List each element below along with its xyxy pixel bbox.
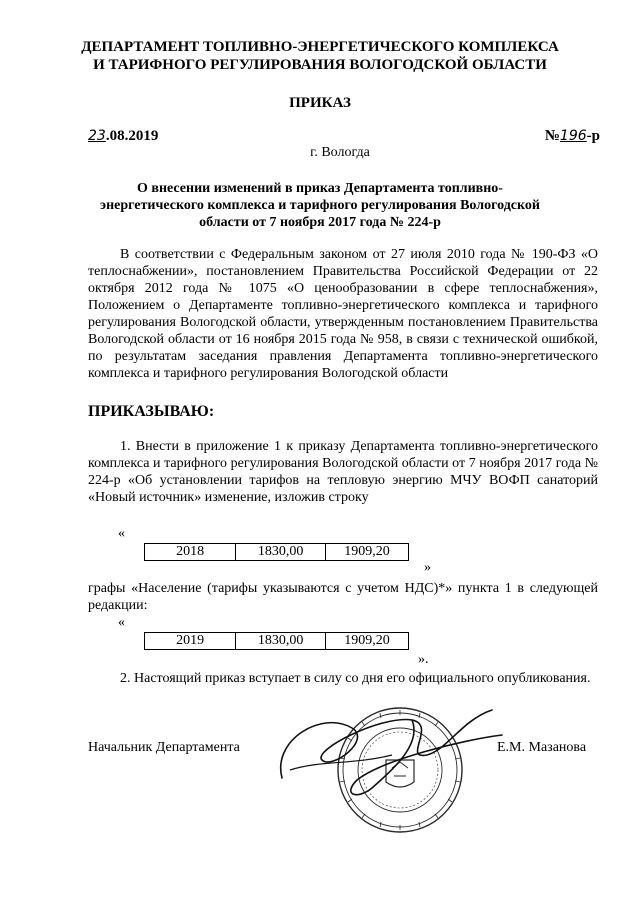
old-row-value2: 1909,20 (326, 544, 409, 561)
document-number (545, 128, 600, 145)
subject-line1: О внесении изменений в приказ Департамента топливно- (137, 181, 503, 196)
new-row-value2: 1909,20 (326, 633, 409, 650)
signatory-name: Е.М. Мазанова (497, 740, 587, 755)
old-row-year: 2018 (145, 544, 236, 561)
department-name-line1: ДЕПАРТАМЕНТ ТОПЛИВНО-ЭНЕРГЕТИЧЕСКОГО КОМПЛЕКСА (81, 39, 559, 55)
close-quote-2: ». (418, 652, 429, 667)
subject-line3: области от 7 ноября 2017 года № 224-р (199, 215, 441, 230)
preamble-paragraph: В соответствии с Федеральным законом от 27 июля 2010 года № 190-ФЗ «О теплоснабжении», постановлением Правительства Российской Федерации от 22 октября 2012 года № 1075 «О ценообразовании в сфере теплоснабжения», Положением о Департаменте топливно-энергетического комплекса и тарифного регулирования Вологодской области, утвержденным постановлением Правительства Вологодской области от 16 ноября 2015 года № 958, в связи с технической ошибкой, по результатам заседания правления Департамента топливно-энергетического комплекса и тарифного регулирования Вологодской области (88, 247, 598, 381)
number-value-handwritten: 196 (559, 128, 587, 144)
old-tariff-row-table (144, 543, 409, 561)
department-name-line2: И ТАРИФНОГО РЕГУЛИРОВАНИЯ ВОЛОГОДСКОЙ ОБЛАСТИ (93, 57, 547, 73)
date-day-handwritten: 23 (88, 128, 106, 144)
old-row-value1: 1830,00 (236, 544, 326, 561)
number-suffix: -р (586, 128, 600, 144)
table-row (145, 544, 409, 561)
new-row-value1: 1830,00 (236, 633, 326, 650)
subject-line2: энергетического комплекса и тарифного регулирования Вологодской (100, 198, 540, 213)
item2-paragraph: 2. Настоящий приказ вступает в силу со дня его официального опубликования. (120, 671, 591, 686)
item1-middle-text: графы «Население (тарифы указываются с учетом НДС)*» пункта 1 в следующей редакции: (88, 581, 598, 613)
close-quote-1: » (424, 560, 431, 575)
new-row-year: 2019 (145, 633, 236, 650)
open-quote-1: « (118, 526, 125, 541)
signatory-position: Начальник Департамента (88, 740, 240, 755)
number-prefix: № (544, 128, 560, 144)
order-word: ПРИКАЗЫВАЮ: (88, 403, 215, 420)
handwritten-signature (262, 700, 512, 810)
open-quote-2: « (118, 615, 125, 630)
document-type-title: ПРИКАЗ (289, 95, 351, 111)
document-date (88, 128, 158, 145)
item1-paragraph: 1. Внести в приложение 1 к приказу Департамента топливно-энергетического комплекса и тарифного регулирования Вологодской области от 7 ноября 2017 года № 224-р «Об установлении тарифов на тепловую энергию МЧУ ВОФП санаторий «Новый источник» изменение, изложив строку (88, 439, 598, 505)
date-rest: .08.2019 (105, 128, 159, 144)
city: г. Вологда (310, 145, 370, 160)
new-tariff-row-table (144, 632, 409, 650)
table-row (145, 633, 409, 650)
